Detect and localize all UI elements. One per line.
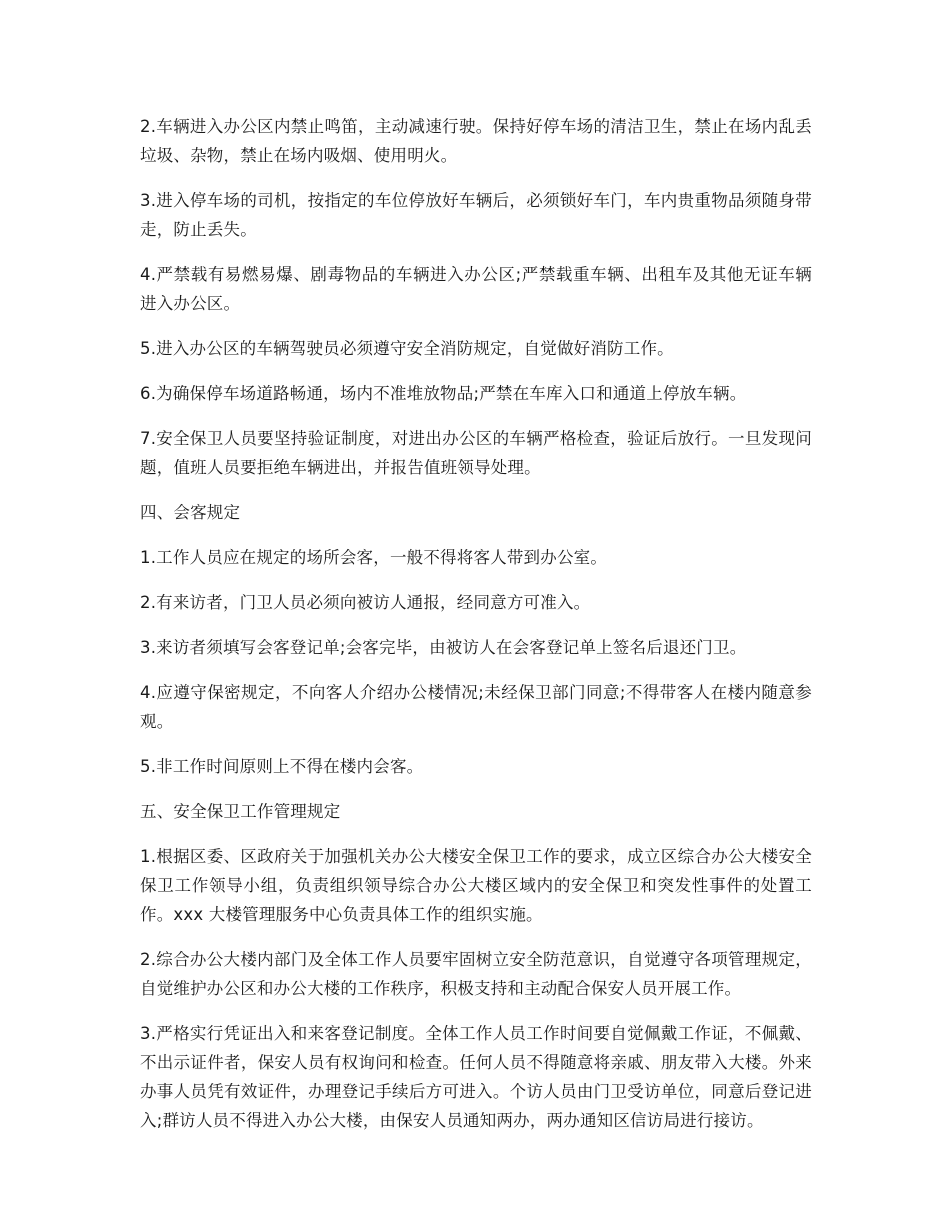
visitor-rule-4: 4.应遵守保密规定，不向客人介绍办公楼情况;未经保卫部门同意;不得带客人在楼内随意参观。 [140, 683, 812, 731]
document-body [140, 112, 812, 1151]
section-heading-security: 五、安全保卫工作管理规定 [140, 802, 341, 821]
security-rule-3: 3.严格实行凭证出入和来客登记制度。全体工作人员工作时间要自觉佩戴工作证，不佩戴、不出示证件者，保安人员有权询问和检查。任何人员不得随意将亲戚、朋友带入大楼。外来办事人员凭有效证件，办理登记手续后方可进入。个访人员由门卫受访单位，同意后登记进入;群访人员不得进入办公大楼，由保安人员通知两办，两办通知区信访局进行接访。 [140, 1024, 812, 1130]
parking-rule-6: 6.为确保停车场道路畅通，场内不准堆放物品;严禁在车库入口和通道上停放车辆。 [140, 384, 747, 403]
security-rule-2: 2.综合办公大楼内部门及全体工作人员要牢固树立安全防范意识，自觉遵守各项管理规定，自觉维护办公区和办公大楼的工作秩序，积极支持和主动配合保安人员开展工作。 [140, 950, 812, 998]
parking-rule-5: 5.进入办公区的车辆驾驶员必须遵守安全消防规定，自觉做好消防工作。 [140, 339, 674, 358]
parking-rule-3: 3.进入停车场的司机，按指定的车位停放好车辆后，必须锁好车门，车内贵重物品须随身带走，防止丢失。 [140, 191, 812, 239]
visitor-rule-1: 1.工作人员应在规定的场所会客，一般不得将客人带到办公室。 [140, 548, 608, 567]
parking-rule-4: 4.严禁载有易燃易爆、剧毒物品的车辆进入办公区;严禁载重车辆、出租车及其他无证车辆进入办公区。 [140, 265, 812, 313]
visitor-rule-5: 5.非工作时间原则上不得在楼内会客。 [140, 757, 424, 776]
security-rule-1: 1.根据区委、区政府关于加强机关办公大楼安全保卫工作的要求，成立区综合办公大楼安全保卫工作领导小组，负责组织领导综合办公大楼区域内的安全保卫和突发性事件的处置工作。xxx 大楼管理服务中心负责具体工作的组织实施。 [140, 847, 812, 924]
section-heading-visitors: 四、会客规定 [140, 503, 241, 522]
visitor-rule-2: 2.有来访者，门卫人员必须向被访人通报，经同意方可准入。 [140, 593, 591, 612]
parking-rule-7: 7.安全保卫人员要坚持验证制度，对进出办公区的车辆严格检查，验证后放行。一旦发现问题，值班人员要拒绝车辆进出，并报告值班领导处理。 [140, 429, 812, 477]
parking-rule-2: 2.车辆进入办公区内禁止鸣笛，主动减速行驶。保持好停车场的清洁卫生，禁止在场内乱丢垃圾、杂物，禁止在场内吸烟、使用明火。 [140, 117, 812, 165]
visitor-rule-3: 3.来访者须填写会客登记单;会客完毕，由被访人在会客登记单上签名后退还门卫。 [140, 638, 747, 657]
